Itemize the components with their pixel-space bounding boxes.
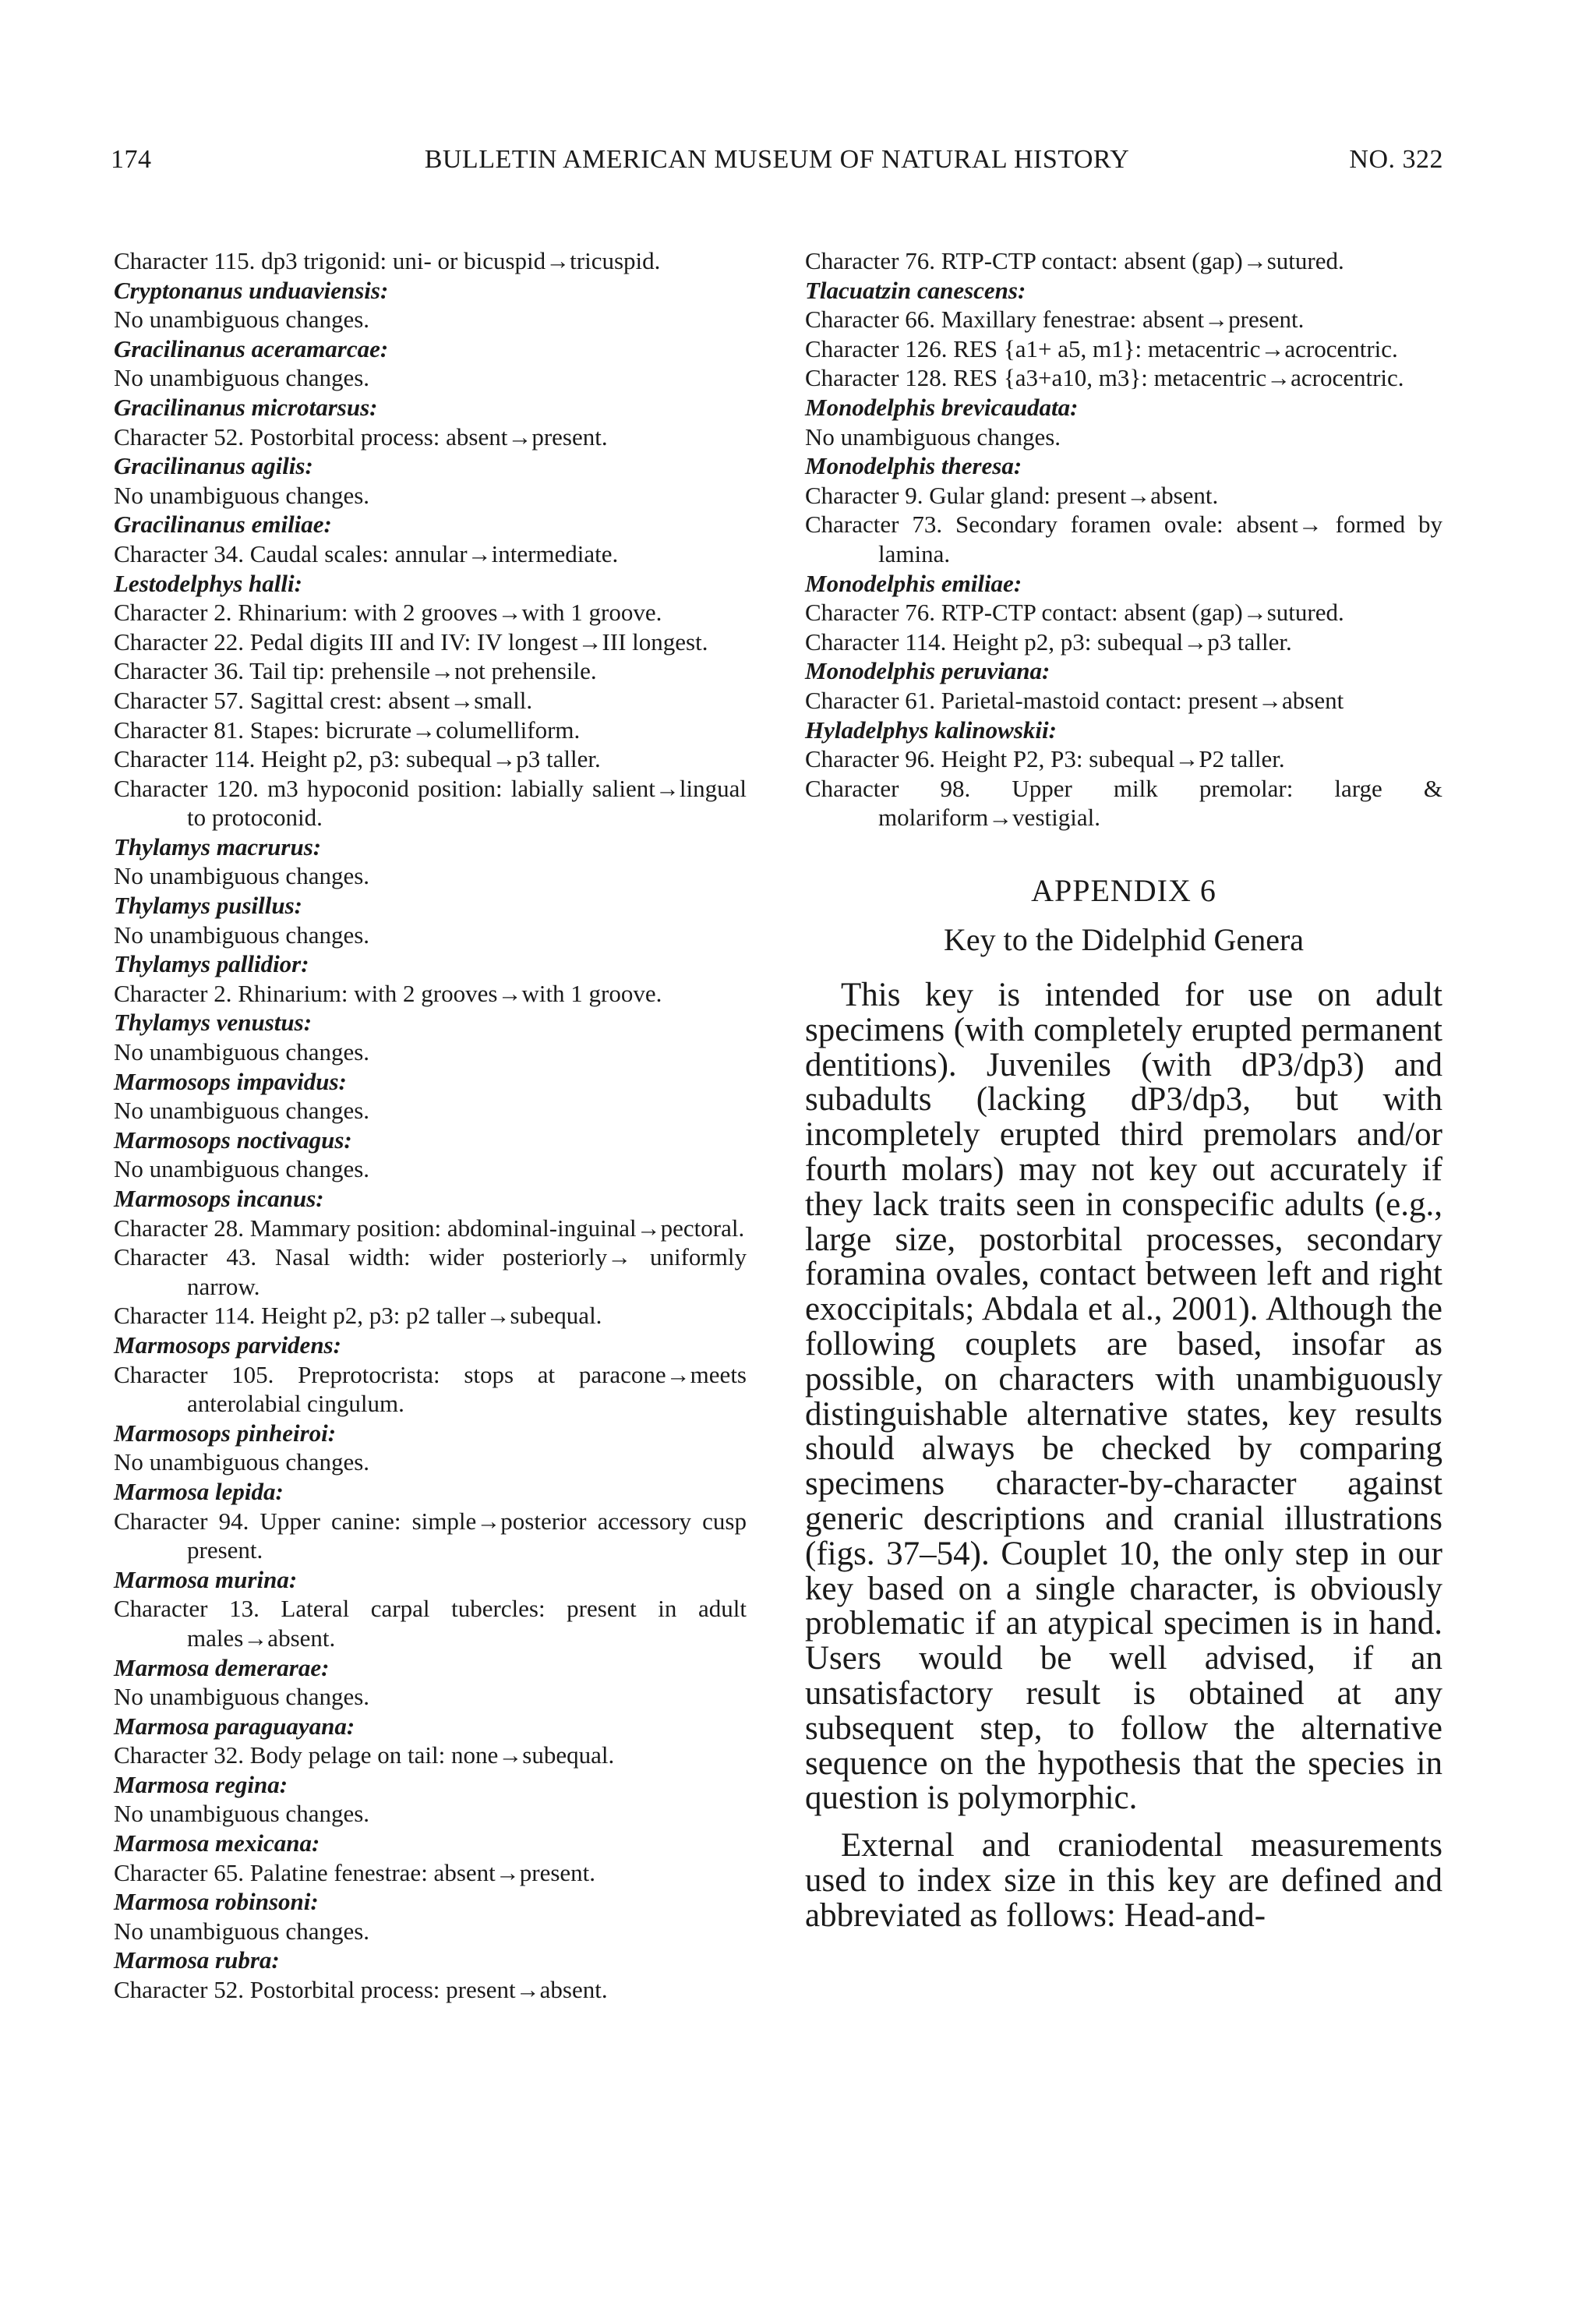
character-change: Character 52. Postorbital process: absent→present. [114,422,608,451]
right-column [805,246,1442,1946]
right-column-entries [805,246,1442,832]
taxon-heading: Hyladelphys kalinowskii: [805,716,1057,744]
taxon-heading: Marmosa lepida: [114,1477,284,1505]
taxon-heading: Marmosa mexicana: [114,1829,320,1857]
taxon-heading: Marmosops incanus: [114,1185,324,1212]
taxon-heading: Tlacuatzin canescens: [805,276,1026,304]
taxon-heading: Thylamys venustus: [114,1009,312,1037]
taxon-heading: Marmosops parvidens: [114,1331,341,1359]
taxon-heading: Gracilinanus emiliae: [114,511,332,539]
character-change: Character 76. RTP-CTP contact: absent (gap)→sutured. [805,599,1344,627]
taxon-heading: Thylamys pallidior: [114,950,309,978]
taxon-heading: Gracilinanus aceramarcae: [114,334,389,362]
taxon-heading: Marmosops pinheiroi: [114,1419,337,1447]
no-change-note: No unambiguous changes. [114,1448,370,1476]
character-change: Character 114. Height p2, p3: p2 taller→subequal. [114,1302,602,1330]
character-change: Character 28. Mammary position: abdominal-inguinal→pectoral. [114,1214,745,1242]
no-change-note: No unambiguous changes. [114,1800,370,1828]
no-change-note: No unambiguous changes. [114,1097,370,1125]
character-change: Character 61. Parietal-mastoid contact: present→absent [805,686,1344,714]
taxon-heading: Marmosa rubra: [114,1946,280,1974]
journal-title: BULLETIN AMERICAN MUSEUM OF NATURAL HISTORY [424,145,1130,174]
taxon-heading: Marmosops noctivagus: [114,1126,352,1154]
no-change-note: No unambiguous changes. [114,364,370,392]
character-change: Character 34. Caudal scales: annular→intermediate. [114,539,619,567]
character-change: Character 36. Tail tip: prehensile→not prehensile. [114,657,597,685]
character-change: Character 43. Nasal width: wider posteriorly→ uniformly narrow. [114,1243,747,1300]
character-change: Character 57. Sagittal crest: absent→small. [114,686,533,714]
taxon-heading: Monodelphis theresa: [805,452,1022,480]
character-change: Character 114. Height p2, p3: subequal→p3 taller. [805,627,1292,656]
character-change: Character 52. Postorbital process: present→absent. [114,1976,608,2004]
character-change: Character 13. Lateral carpal tubercles: present in adult males→absent. [114,1595,747,1652]
appendix-paragraph: External and craniodental measurements used to index size in this key are defined and abbreviated as follows: Head-and- [805,1827,1442,1934]
character-change: Character 96. Height P2, P3: subequal→P2 taller. [805,745,1285,773]
taxon-heading: Lestodelphys halli: [114,569,302,597]
character-change: Character 66. Maxillary fenestrae: absent→present. [805,306,1305,334]
no-change-note: No unambiguous changes. [114,481,370,509]
character-change: Character 94. Upper canine: simple→posterior accessory cusp present. [114,1507,747,1564]
taxon-heading: Marmosa regina: [114,1770,288,1798]
no-change-note: No unambiguous changes. [114,1155,370,1183]
no-change-note: No unambiguous changes. [805,422,1061,451]
character-change: Character 128. RES {a3+a10, m3}: metacentric→acrocentric. [805,364,1404,392]
taxon-heading: Monodelphis emiliae: [805,569,1022,597]
taxon-heading: Monodelphis brevicaudata: [805,393,1079,421]
character-change: Character 115. dp3 trigonid: uni- or bicuspid→tricuspid. [114,247,661,274]
taxon-heading: Thylamys macrurus: [114,832,322,861]
no-change-note: No unambiguous changes. [114,862,370,890]
character-change: Character 98. Upper milk premolar: large & molariform→vestigial. [805,774,1442,832]
no-change-note: No unambiguous changes. [114,1683,370,1711]
character-change: Character 65. Palatine fenestrae: absent→present. [114,1858,596,1886]
taxon-heading: Marmosa robinsoni: [114,1888,319,1916]
taxon-heading: Cryptonanus unduaviensis: [114,276,389,304]
taxon-heading: Marmosa murina: [114,1565,298,1593]
taxon-heading: Monodelphis peruviana: [805,657,1050,685]
appendix-paragraph: This key is intended for use on adult specimens (with completely erupted permanent dentitions). Juveniles (with dP3/dp3) and subadults (lacking dP3/dp3, but with incompletely erupted third premolars and/or fourth molars) may not key out accurately if they lack traits seen in conspecific adults (e.g., large size, postorbital processes, secondary foramina ovales, contact between left and right exoccipitals; Abdala et al., 2001). Although the following couplets are based, insofar as possible, on characters with unambiguously distinguishable alternative states, key results should always be checked by comparing specimens character-by-character against generic descriptions and cranial illustrations (figs. 37–54). Couplet 10, the only step in our key based on a single character, is obviously problematic if an atypical specimen is in hand. Users would be well advised, if an unsatisfactory result is obtained at any subsequent step, to follow the alternative sequence on the hypothesis that the species in question is polymorphic. [805,977,1442,1817]
no-change-note: No unambiguous changes. [114,1917,370,1945]
appendix-title: APPENDIX 6 [1031,872,1216,908]
page-number: 174 [111,145,152,174]
character-change: Character 120. m3 hypoconid position: labially salient→lingual to protoconid. [114,774,747,832]
no-change-note: No unambiguous changes. [114,1038,370,1066]
issue-number: NO. 322 [1349,145,1443,174]
character-change: Character 2. Rhinarium: with 2 grooves→with 1 groove. [114,979,662,1007]
no-change-note: No unambiguous changes. [114,921,370,949]
taxon-heading: Gracilinanus agilis: [114,452,313,480]
character-change: Character 81. Stapes: bicrurate→columelliform. [114,716,581,744]
taxon-heading: Marmosa demerarae: [114,1653,330,1681]
character-change: Character 9. Gular gland: present→absent. [805,481,1219,509]
character-change: Character 105. Preprotocrista: stops at paracone→meets anterolabial cingulum. [114,1360,747,1418]
taxon-heading: Marmosa paraguayana: [114,1712,355,1740]
no-change-note: No unambiguous changes. [114,306,370,334]
character-change: Character 76. RTP-CTP contact: absent (gap)→sutured. [805,247,1344,274]
taxon-heading: Marmosops impavidus: [114,1067,347,1095]
character-change: Character 114. Height p2, p3: subequal→p3 taller. [114,745,601,773]
character-change: Character 32. Body pelage on tail: none→subequal. [114,1741,615,1769]
character-change: Character 126. RES {a1+ a5, m1}: metacentric→acrocentric. [805,334,1398,362]
left-column [114,246,747,2005]
running-header [111,145,1443,184]
character-change: Character 2. Rhinarium: with 2 grooves→with 1 groove. [114,599,662,627]
taxon-heading: Thylamys pusillus: [114,892,303,920]
character-change: Character 22. Pedal digits III and IV: IV longest→III longest. [114,627,708,656]
character-change: Character 73. Secondary foramen ovale: absent→ formed by lamina. [805,511,1442,567]
taxon-heading: Gracilinanus microtarsus: [114,393,378,421]
appendix-subtitle: Key to the Didelphid Genera [943,922,1305,958]
